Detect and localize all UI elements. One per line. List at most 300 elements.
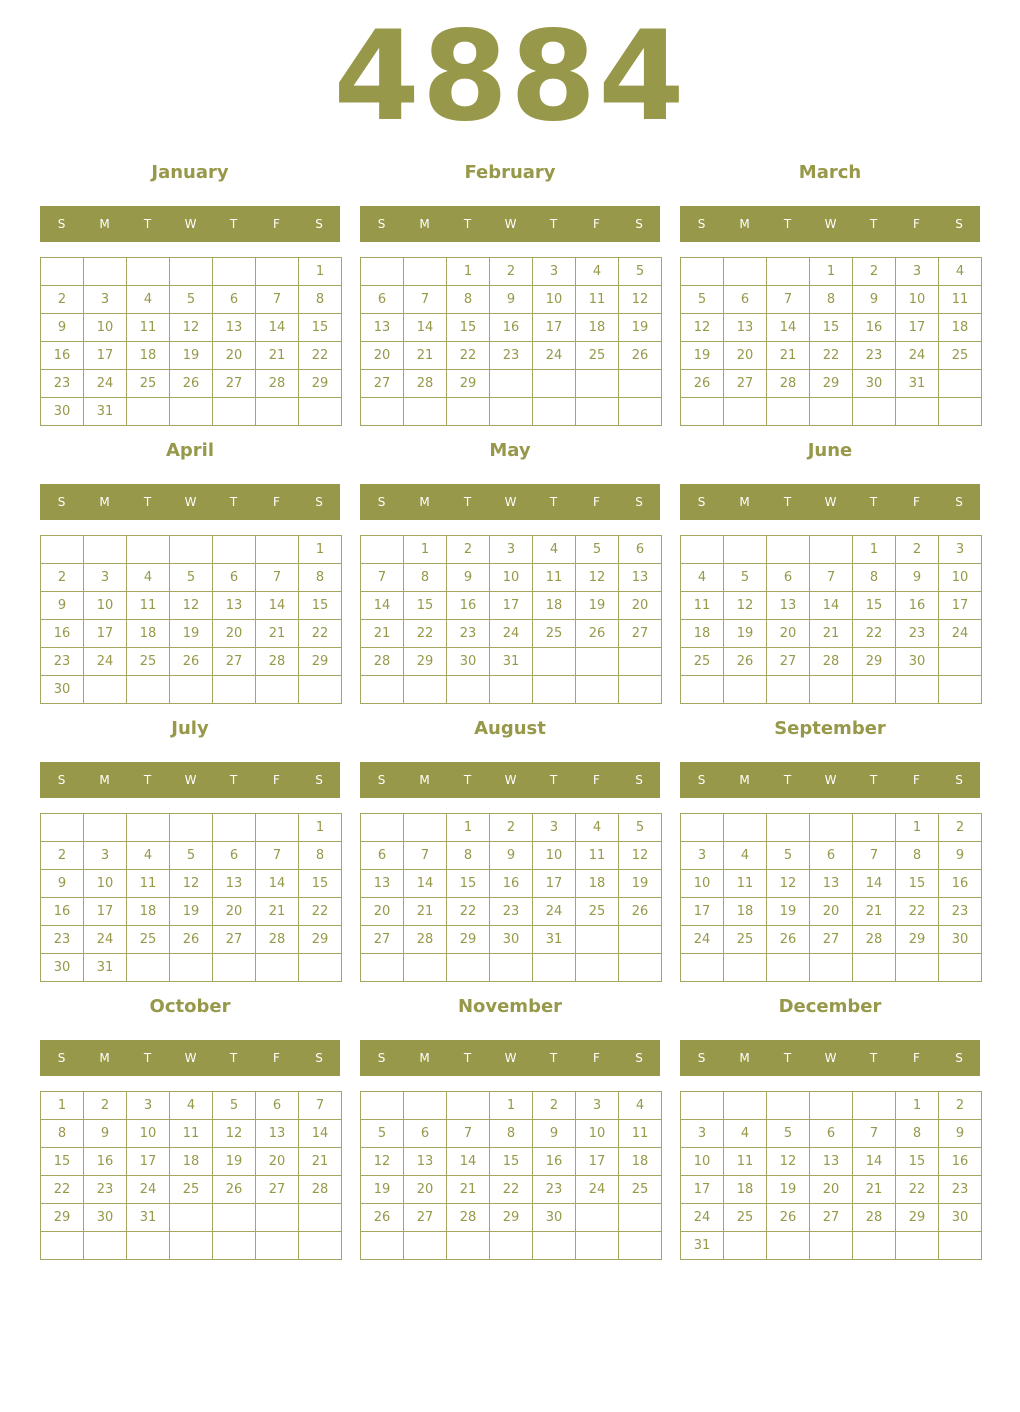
empty-day-cell — [767, 1232, 810, 1260]
week-row — [681, 1176, 982, 1204]
week-row — [41, 814, 342, 842]
day-cell: 15 — [490, 1148, 533, 1176]
day-grid — [680, 257, 982, 426]
day-cell: 27 — [361, 370, 404, 398]
empty-day-cell — [299, 398, 342, 426]
day-cell: 24 — [127, 1176, 170, 1204]
day-cell: 13 — [361, 314, 404, 342]
day-cell: 8 — [490, 1120, 533, 1148]
weekday-label: F — [593, 217, 600, 231]
day-cell: 29 — [404, 648, 447, 676]
day-cell: 13 — [213, 592, 256, 620]
day-cell: 3 — [533, 814, 576, 842]
day-cell: 4 — [576, 258, 619, 286]
weekday-header — [360, 484, 660, 520]
day-cell: 12 — [619, 842, 662, 870]
day-cell: 5 — [576, 536, 619, 564]
empty-day-cell — [490, 1232, 533, 1260]
day-cell: 27 — [213, 370, 256, 398]
weekday-label: T — [143, 495, 152, 509]
empty-day-cell — [213, 676, 256, 704]
empty-day-cell — [576, 676, 619, 704]
day-cell: 2 — [939, 1092, 982, 1120]
day-cell: 20 — [724, 342, 767, 370]
month-title: April — [165, 440, 215, 461]
day-cell: 28 — [810, 648, 853, 676]
empty-day-cell — [533, 1232, 576, 1260]
day-cell: 5 — [619, 258, 662, 286]
day-cell: 16 — [896, 592, 939, 620]
empty-day-cell — [84, 676, 127, 704]
empty-day-cell — [533, 370, 576, 398]
day-cell: 21 — [256, 898, 299, 926]
day-cell: 3 — [681, 1120, 724, 1148]
week-row — [361, 1092, 662, 1120]
week-row — [681, 1232, 982, 1260]
week-row — [361, 342, 662, 370]
day-cell: 13 — [810, 870, 853, 898]
week-row — [681, 842, 982, 870]
weekday-label: S — [377, 495, 386, 509]
weekday-label: T — [143, 773, 152, 787]
empty-day-cell — [853, 1232, 896, 1260]
month-title: May — [489, 440, 531, 461]
weekday-label: W — [824, 217, 837, 231]
day-cell: 9 — [41, 592, 84, 620]
day-cell: 18 — [127, 620, 170, 648]
day-cell: 14 — [810, 592, 853, 620]
empty-day-cell — [490, 676, 533, 704]
weekday-header — [40, 762, 340, 798]
empty-day-cell — [939, 648, 982, 676]
day-cell: 23 — [447, 620, 490, 648]
day-cell: 26 — [170, 370, 213, 398]
weekday-label: T — [229, 1051, 238, 1065]
day-cell: 10 — [681, 870, 724, 898]
day-cell: 5 — [170, 842, 213, 870]
day-cell: 14 — [853, 1148, 896, 1176]
day-cell: 4 — [681, 564, 724, 592]
day-cell: 18 — [127, 342, 170, 370]
empty-day-cell — [361, 1092, 404, 1120]
day-cell: 7 — [853, 1120, 896, 1148]
day-cell: 8 — [896, 842, 939, 870]
day-cell: 11 — [170, 1120, 213, 1148]
empty-day-cell — [361, 676, 404, 704]
empty-day-cell — [127, 954, 170, 982]
day-cell: 31 — [127, 1204, 170, 1232]
day-cell: 26 — [170, 926, 213, 954]
empty-day-cell — [533, 398, 576, 426]
empty-day-cell — [299, 954, 342, 982]
empty-day-cell — [724, 536, 767, 564]
day-cell: 9 — [447, 564, 490, 592]
day-cell: 9 — [41, 314, 84, 342]
empty-day-cell — [41, 1232, 84, 1260]
month-title: October — [149, 996, 231, 1017]
day-cell: 31 — [533, 926, 576, 954]
day-cell: 17 — [84, 898, 127, 926]
empty-day-cell — [404, 814, 447, 842]
day-cell: 15 — [896, 870, 939, 898]
weekday-label: S — [377, 217, 386, 231]
empty-day-cell — [361, 398, 404, 426]
day-cell: 23 — [896, 620, 939, 648]
day-cell: 13 — [724, 314, 767, 342]
weekday-label: S — [635, 495, 643, 509]
day-cell: 19 — [170, 620, 213, 648]
day-cell: 9 — [896, 564, 939, 592]
day-cell: 26 — [767, 926, 810, 954]
day-cell: 18 — [681, 620, 724, 648]
day-grid — [680, 1091, 982, 1260]
day-cell: 28 — [256, 926, 299, 954]
empty-day-cell — [896, 1232, 939, 1260]
year-title: 4884 — [333, 5, 687, 149]
day-cell: 14 — [404, 314, 447, 342]
empty-day-cell — [170, 1204, 213, 1232]
empty-day-cell — [810, 1092, 853, 1120]
day-cell: 20 — [213, 342, 256, 370]
week-row — [361, 870, 662, 898]
day-cell: 28 — [361, 648, 404, 676]
empty-day-cell — [447, 1232, 490, 1260]
day-cell: 4 — [576, 814, 619, 842]
day-cell: 15 — [896, 1148, 939, 1176]
day-cell: 1 — [447, 814, 490, 842]
day-cell: 24 — [576, 1176, 619, 1204]
day-cell: 2 — [490, 258, 533, 286]
empty-day-cell — [939, 676, 982, 704]
empty-day-cell — [256, 1232, 299, 1260]
day-cell: 27 — [810, 926, 853, 954]
day-cell: 4 — [724, 842, 767, 870]
empty-day-cell — [299, 1232, 342, 1260]
day-cell: 12 — [767, 870, 810, 898]
day-cell: 5 — [767, 1120, 810, 1148]
day-cell: 4 — [533, 536, 576, 564]
day-cell: 29 — [447, 926, 490, 954]
week-row — [681, 1120, 982, 1148]
week-row — [41, 898, 342, 926]
empty-day-cell — [256, 814, 299, 842]
day-cell: 25 — [576, 898, 619, 926]
empty-day-cell — [256, 1204, 299, 1232]
day-cell: 31 — [490, 648, 533, 676]
day-cell: 16 — [41, 898, 84, 926]
day-cell: 20 — [767, 620, 810, 648]
day-cell: 30 — [533, 1204, 576, 1232]
day-grid — [360, 535, 662, 704]
empty-day-cell — [681, 1092, 724, 1120]
day-cell: 2 — [939, 814, 982, 842]
day-cell: 13 — [767, 592, 810, 620]
day-cell: 11 — [724, 1148, 767, 1176]
empty-day-cell — [170, 398, 213, 426]
week-row — [41, 1120, 342, 1148]
empty-day-cell — [767, 814, 810, 842]
empty-day-cell — [939, 398, 982, 426]
day-cell: 26 — [213, 1176, 256, 1204]
day-cell: 5 — [619, 814, 662, 842]
week-row — [41, 954, 342, 982]
day-cell: 27 — [361, 926, 404, 954]
weekday-label: M — [739, 217, 750, 231]
empty-day-cell — [533, 676, 576, 704]
week-row — [361, 842, 662, 870]
empty-day-cell — [576, 370, 619, 398]
week-row — [41, 370, 342, 398]
weekday-label: S — [697, 1051, 706, 1065]
day-cell: 20 — [213, 620, 256, 648]
empty-day-cell — [767, 676, 810, 704]
day-cell: 20 — [256, 1148, 299, 1176]
day-cell: 14 — [361, 592, 404, 620]
empty-day-cell — [127, 536, 170, 564]
day-cell: 23 — [533, 1176, 576, 1204]
empty-day-cell — [619, 370, 662, 398]
day-cell: 1 — [299, 814, 342, 842]
day-cell: 11 — [619, 1120, 662, 1148]
day-cell: 25 — [127, 370, 170, 398]
day-cell: 9 — [490, 286, 533, 314]
empty-day-cell — [213, 814, 256, 842]
empty-day-cell — [404, 1092, 447, 1120]
day-cell: 8 — [853, 564, 896, 592]
empty-day-cell — [896, 676, 939, 704]
empty-day-cell — [724, 676, 767, 704]
day-cell: 28 — [256, 370, 299, 398]
day-cell: 16 — [853, 314, 896, 342]
empty-day-cell — [404, 676, 447, 704]
empty-day-cell — [170, 258, 213, 286]
day-cell: 1 — [299, 258, 342, 286]
empty-day-cell — [853, 676, 896, 704]
day-cell: 6 — [361, 286, 404, 314]
day-cell: 8 — [810, 286, 853, 314]
weekday-label: S — [697, 217, 706, 231]
empty-day-cell — [84, 536, 127, 564]
day-cell: 18 — [619, 1148, 662, 1176]
day-cell: 28 — [767, 370, 810, 398]
month-title: November — [457, 996, 563, 1017]
day-cell: 14 — [853, 870, 896, 898]
empty-day-cell — [576, 1204, 619, 1232]
weekday-label: F — [273, 217, 280, 231]
weekday-label: T — [549, 773, 558, 787]
weekday-header — [40, 1040, 340, 1076]
day-cell: 4 — [127, 564, 170, 592]
day-cell: 30 — [447, 648, 490, 676]
weekday-label: F — [273, 1051, 280, 1065]
day-cell: 30 — [853, 370, 896, 398]
day-cell: 17 — [490, 592, 533, 620]
day-cell: 3 — [84, 842, 127, 870]
empty-day-cell — [896, 954, 939, 982]
empty-day-cell — [404, 954, 447, 982]
weekday-header — [680, 1040, 980, 1076]
day-cell: 2 — [853, 258, 896, 286]
empty-day-cell — [447, 398, 490, 426]
weekday-label: F — [913, 495, 920, 509]
day-cell: 21 — [361, 620, 404, 648]
day-cell: 29 — [490, 1204, 533, 1232]
day-cell: 28 — [404, 926, 447, 954]
week-row — [681, 1148, 982, 1176]
weekday-label: S — [635, 217, 643, 231]
day-cell: 24 — [681, 1204, 724, 1232]
empty-day-cell — [127, 814, 170, 842]
empty-day-cell — [724, 1232, 767, 1260]
empty-day-cell — [681, 398, 724, 426]
day-cell: 30 — [896, 648, 939, 676]
week-row — [681, 564, 982, 592]
weekday-label: T — [463, 773, 472, 787]
empty-day-cell — [576, 926, 619, 954]
day-cell: 15 — [299, 314, 342, 342]
week-row — [681, 286, 982, 314]
weekday-label: T — [143, 217, 152, 231]
empty-day-cell — [724, 954, 767, 982]
weekday-label: T — [229, 217, 238, 231]
empty-day-cell — [939, 370, 982, 398]
day-cell: 13 — [256, 1120, 299, 1148]
empty-day-cell — [619, 648, 662, 676]
weekday-label: W — [504, 495, 517, 509]
day-cell: 6 — [213, 842, 256, 870]
day-cell: 22 — [447, 898, 490, 926]
day-cell: 24 — [681, 926, 724, 954]
weekday-label: F — [593, 1051, 600, 1065]
day-cell: 9 — [939, 842, 982, 870]
day-cell: 4 — [127, 286, 170, 314]
empty-day-cell — [767, 954, 810, 982]
month-title: August — [474, 718, 546, 739]
weekday-header — [40, 484, 340, 520]
day-cell: 14 — [404, 870, 447, 898]
day-grid — [40, 257, 342, 426]
week-row — [41, 258, 342, 286]
week-row — [41, 842, 342, 870]
empty-day-cell — [619, 954, 662, 982]
day-cell: 22 — [447, 342, 490, 370]
day-cell: 19 — [724, 620, 767, 648]
week-row — [681, 398, 982, 426]
day-cell: 28 — [447, 1204, 490, 1232]
weekday-header — [40, 206, 340, 242]
day-cell: 27 — [256, 1176, 299, 1204]
day-cell: 25 — [576, 342, 619, 370]
empty-day-cell — [724, 814, 767, 842]
month-title: January — [151, 162, 229, 183]
weekday-label: T — [869, 217, 878, 231]
weekday-label: F — [913, 1051, 920, 1065]
weekday-label: W — [184, 773, 197, 787]
week-row — [681, 648, 982, 676]
weekday-label: S — [955, 217, 963, 231]
day-cell: 27 — [404, 1204, 447, 1232]
week-row — [681, 898, 982, 926]
day-cell: 14 — [256, 870, 299, 898]
day-cell: 4 — [619, 1092, 662, 1120]
empty-day-cell — [939, 1232, 982, 1260]
day-cell: 8 — [41, 1120, 84, 1148]
day-cell: 4 — [724, 1120, 767, 1148]
day-cell: 7 — [404, 286, 447, 314]
day-cell: 11 — [127, 314, 170, 342]
week-row — [41, 1232, 342, 1260]
day-cell: 29 — [41, 1204, 84, 1232]
day-cell: 26 — [619, 342, 662, 370]
day-cell: 25 — [127, 926, 170, 954]
day-cell: 21 — [853, 1176, 896, 1204]
weekday-label: M — [739, 1051, 750, 1065]
day-grid — [360, 1091, 662, 1260]
day-cell: 12 — [170, 314, 213, 342]
empty-day-cell — [127, 258, 170, 286]
empty-day-cell — [619, 1232, 662, 1260]
day-cell: 15 — [404, 592, 447, 620]
weekday-label: W — [184, 1051, 197, 1065]
week-row — [361, 286, 662, 314]
day-cell: 30 — [490, 926, 533, 954]
day-cell: 19 — [213, 1148, 256, 1176]
day-cell: 7 — [256, 286, 299, 314]
day-cell: 29 — [896, 1204, 939, 1232]
day-cell: 23 — [490, 342, 533, 370]
weekday-label: W — [824, 495, 837, 509]
weekday-label: F — [593, 773, 600, 787]
day-cell: 19 — [361, 1176, 404, 1204]
day-cell: 5 — [170, 286, 213, 314]
empty-day-cell — [724, 1092, 767, 1120]
day-cell: 6 — [767, 564, 810, 592]
day-cell: 21 — [810, 620, 853, 648]
empty-day-cell — [490, 954, 533, 982]
day-cell: 4 — [939, 258, 982, 286]
day-cell: 19 — [681, 342, 724, 370]
weekday-header — [680, 762, 980, 798]
day-cell: 10 — [533, 286, 576, 314]
empty-day-cell — [853, 814, 896, 842]
day-cell: 15 — [41, 1148, 84, 1176]
week-row — [681, 620, 982, 648]
day-cell: 24 — [84, 370, 127, 398]
week-row — [681, 870, 982, 898]
week-row — [41, 1148, 342, 1176]
empty-day-cell — [84, 1232, 127, 1260]
weekday-label: T — [463, 217, 472, 231]
day-cell: 30 — [939, 926, 982, 954]
empty-day-cell — [724, 258, 767, 286]
month-title: December — [778, 996, 882, 1017]
weekday-label: M — [739, 495, 750, 509]
day-cell: 10 — [896, 286, 939, 314]
day-cell: 28 — [299, 1176, 342, 1204]
day-cell: 22 — [490, 1176, 533, 1204]
day-cell: 22 — [299, 342, 342, 370]
empty-day-cell — [84, 258, 127, 286]
weekday-label: F — [593, 495, 600, 509]
empty-day-cell — [256, 676, 299, 704]
day-cell: 16 — [490, 870, 533, 898]
weekday-label: W — [504, 217, 517, 231]
day-cell: 12 — [619, 286, 662, 314]
day-cell: 7 — [404, 842, 447, 870]
day-cell: 21 — [404, 342, 447, 370]
day-cell: 29 — [299, 926, 342, 954]
day-cell: 2 — [533, 1092, 576, 1120]
